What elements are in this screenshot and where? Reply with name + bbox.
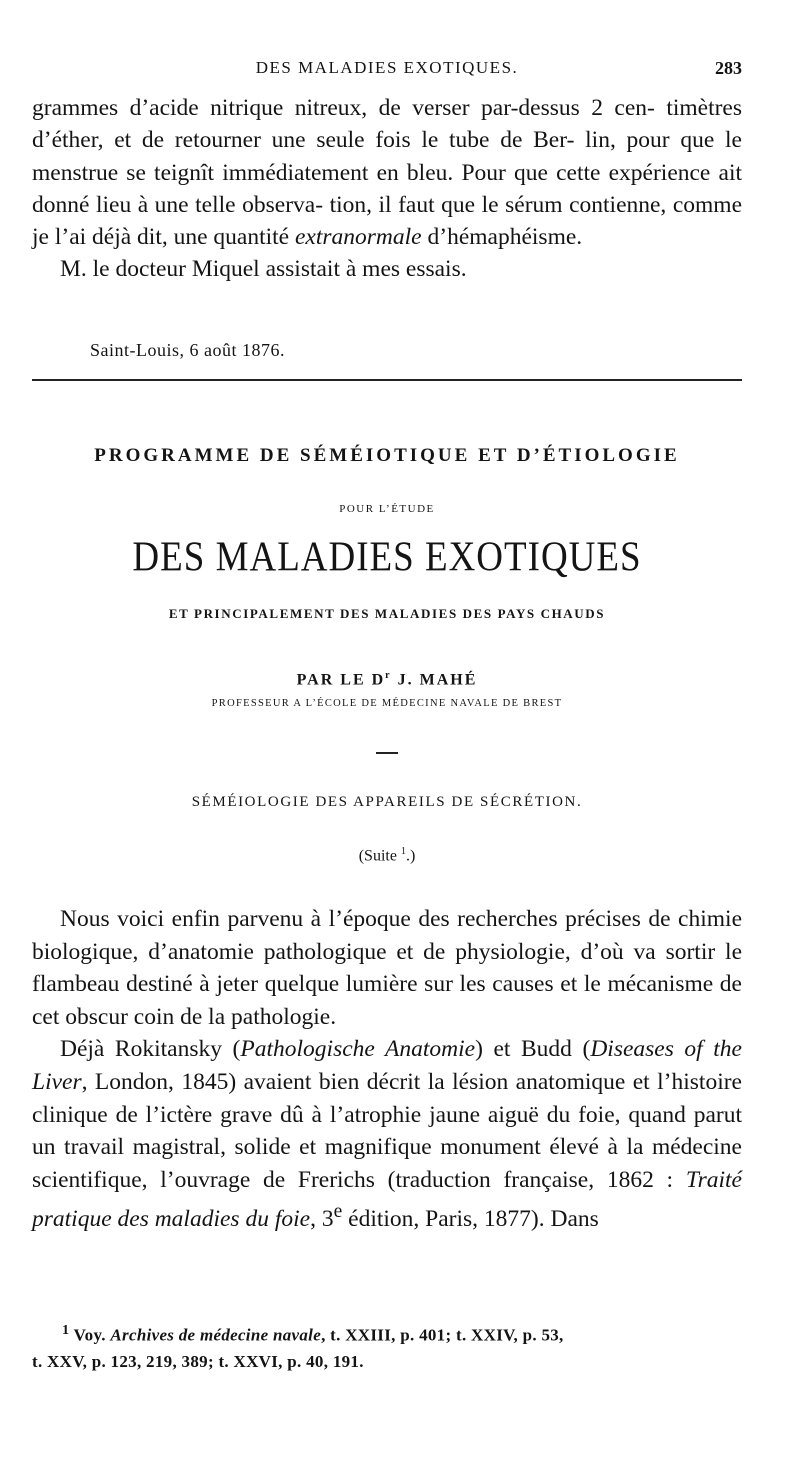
body-paragraph-1: Nous voici enfin parvenu à l’époque des recherches précises de chimie biologique, d’anatomie pathologique et de physiologie, d’où va sortir le flambeau destiné à jeter quelque lumière sur les causes et le mécanisme de cet obscur coin de la pathologie. [32,906,742,1030]
section-title: SÉMÉIOLOGIE DES APPAREILS DE SÉCRÉTION. [191,794,583,810]
closing-remark: M. le docteur Miquel assistait à mes essais. [60,256,467,283]
article-subtitle: ET PRINCIPALEMENT DES MALADIES DES PAYS CHAUDS [168,606,606,621]
italic-term: extranormale [295,224,422,251]
author-affiliation: PROFESSEUR A L’ÉCOLE DE MÉDECINE NAVALE DE BREST [211,698,563,709]
footnote-mark: 1 [62,1322,70,1338]
author-line [32,670,742,689]
text-line: d’hémaphéisme. [421,224,583,251]
previous-article-ending [32,92,742,286]
text-line: une quantité [173,224,295,251]
text-run: ) et Budd ( [475,1036,591,1063]
article-title: DES MALADIES EXOTIQUES [132,533,642,582]
text-line: grammes d’acide nitrique nitreux, de verser par-dessus 2 cen- [32,95,655,121]
footnote [32,1317,742,1375]
footnote-ref: 1 [400,846,406,857]
text-line: tion, il faut que le sérum contienne, comme je l’ai déjà dit, [32,191,742,251]
section-divider [32,379,742,381]
text-run: édition, Paris, 1877). Dans [342,1206,599,1233]
suite-label: (Suite [358,847,397,865]
running-title: DES MALADIES EXOTIQUES. [255,58,519,77]
citation-title: Diseases of the Liver [32,1036,742,1095]
author-title-sup: r [385,670,392,681]
continuation-note [32,846,742,865]
author-name: J. MAHÉ [391,671,478,689]
citation-title: Pathologische Anatomie [240,1036,476,1063]
body-paragraph-2 [32,1033,742,1235]
document-page [32,0,742,1470]
footnote-journal: Archives de médecine navale [110,1325,322,1345]
place-date-signature: Saint-Louis, 6 août 1876. [90,340,285,360]
suite-close: .) [405,847,416,865]
pour-letude: POUR L’ÉTUDE [339,503,435,515]
citation-title: Traité pratique des maladies du foie [32,1166,742,1233]
page-number: 283 [715,58,742,78]
text-run: , 3 [310,1206,334,1233]
paragraph [32,92,742,253]
text-run: , London, 1845) avaient bien décrit la lésion anatomique et l’histoire clinique de l’ictère grave dû à l’atrophie jaune aiguë du foie, quand parut un travail magistral, solide et magnifique monument élevé à la médecine scientifique, l’ouvrage de Frerichs (traduction française, 1862 : [32,1068,742,1193]
text-run: Déjà Rokitansky ( [60,1036,241,1063]
programme-heading: PROGRAMME DE SÉMÉIOTIQUE ET D’ÉTIOLOGIE [94,445,680,466]
text-line: timètres d’éther, et de retourner une seule fois le tube de Ber- [32,95,743,154]
footnote-line-2: t. XXV, p. 123, 219, 389; t. XXVI, p. 40, 191. [32,1351,364,1371]
footnote-line-1 [32,1317,742,1349]
short-divider [376,752,398,754]
author-prefix: PAR LE D [296,671,386,689]
edition-sup: e [333,1201,343,1223]
article-body [32,903,742,1236]
text-line: Pour que cette expérience ait donné lieu à une telle observa- [32,159,743,218]
running-head [32,58,742,82]
text-line: lin, pour que le menstrue se teignît immédiatement en bleu. [32,127,742,186]
footnote-text: Voy. [69,1325,111,1345]
footnote-text: , t. XXIII, p. 401; t. XXIV, p. 53, [321,1325,564,1345]
